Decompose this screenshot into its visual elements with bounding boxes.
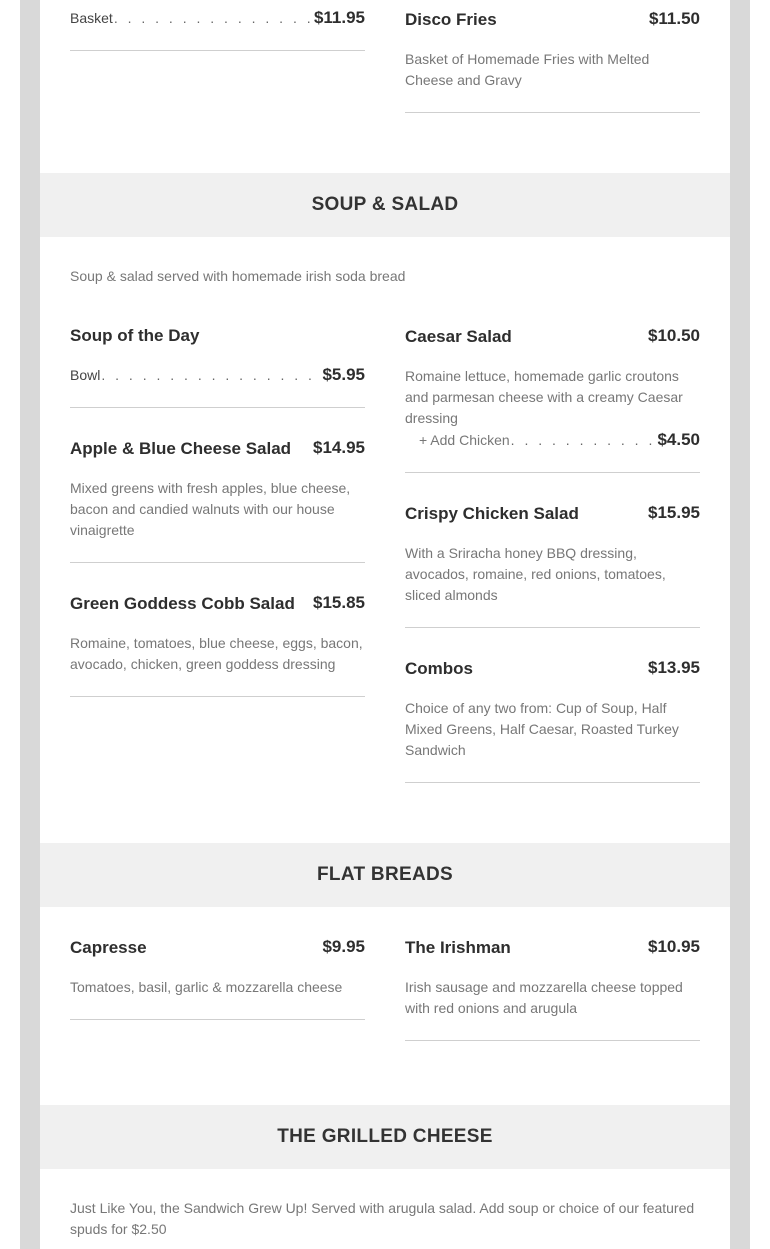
divider (405, 1040, 700, 1041)
item-name: Capresse (70, 938, 147, 957)
divider (405, 112, 700, 113)
item-price: $15.85 (313, 593, 365, 612)
item-price: $14.95 (313, 438, 365, 457)
item-description: Irish sausage and mozzarella cheese topped with red onions and arugula (405, 979, 683, 1016)
section-header-flat-breads (40, 843, 730, 907)
item-price: $10.50 (648, 326, 700, 345)
dot-leader (101, 367, 321, 383)
item-description: Mixed greens with fresh apples, blue cheese, bacon and candied walnuts with our house vinaigrette (70, 480, 351, 538)
item-description: Basket of Homemade Fries with Melted Cheese and Gravy (405, 51, 650, 88)
divider (405, 472, 700, 473)
size-price-line (70, 8, 365, 28)
section-title: SOUP & SALAD (311, 194, 459, 215)
divider (70, 50, 365, 51)
item-name: Crispy Chicken Salad (405, 504, 579, 523)
item-name: Apple & Blue Cheese Salad (70, 439, 292, 458)
item-name: Caesar Salad (405, 327, 512, 346)
item-price: $13.95 (648, 658, 700, 677)
size-price-line (70, 365, 365, 385)
item-name: Green Goddess Cobb Salad (70, 594, 295, 613)
addon-price: $4.50 (657, 430, 700, 449)
size-label: Basket (70, 10, 113, 26)
item-price: $11.50 (648, 9, 700, 28)
divider (405, 627, 700, 628)
section-intro: Soup & salad served with homemade irish soda bread (70, 268, 406, 284)
section-header-grilled-cheese (40, 1105, 730, 1169)
size-price: $11.95 (313, 8, 365, 27)
section-intro: Just Like You, the Sandwich Grew Up! Served with arugula salad. Add soup or choice of our featured spuds for $2.50 (70, 1200, 695, 1237)
item-description: Tomatoes, basil, garlic & mozzarella cheese (70, 979, 343, 995)
divider (70, 562, 365, 563)
item-name: Combos (405, 659, 473, 678)
size-label: Bowl (70, 367, 101, 383)
addon-label: + Add Chicken (419, 432, 510, 448)
item-description: With a Sriracha honey BBQ dressing, avocados, romaine, red onions, tomatoes, sliced almonds (405, 545, 666, 603)
divider (70, 696, 365, 697)
section-title: THE GRILLED CHEESE (277, 1126, 493, 1147)
addon-line (419, 430, 700, 450)
divider (70, 1019, 365, 1020)
section-title: FLAT BREADS (317, 864, 453, 885)
size-price: $5.95 (322, 365, 365, 384)
divider (70, 407, 365, 408)
item-name: The Irishman (405, 938, 511, 957)
item-name: Soup of the Day (70, 326, 200, 345)
item-description: Romaine, tomatoes, blue cheese, eggs, bacon, avocado, chicken, green goddess dressing (70, 635, 363, 672)
divider (405, 782, 700, 783)
item-price: $9.95 (322, 937, 365, 956)
item-description: Romaine lettuce, homemade garlic croutons and parmesan cheese with a creamy Caesar dressing (405, 368, 683, 426)
item-price: $10.95 (648, 937, 700, 956)
item-description: Choice of any two from: Cup of Soup, Half Mixed Greens, Half Caesar, Roasted Turkey Sandwich (405, 700, 679, 758)
section-header-soup-salad (40, 173, 730, 237)
item-name: Disco Fries (405, 10, 497, 29)
item-price: $15.95 (648, 503, 700, 522)
dot-leader (511, 432, 657, 448)
dot-leader (114, 10, 313, 26)
